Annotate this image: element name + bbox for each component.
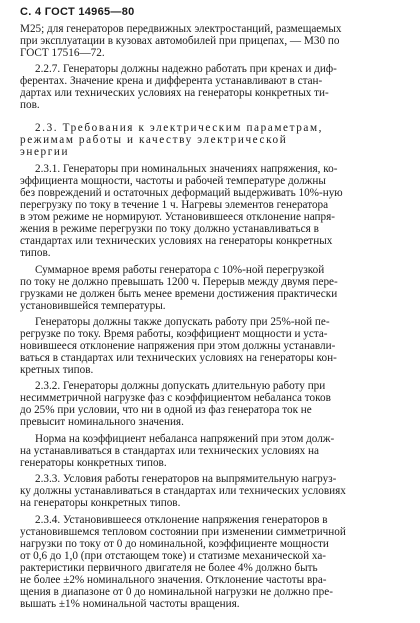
text-line: ваться в стандартах или технических условиях на генераторы кон- (20, 352, 337, 364)
text-line: 2.3.4. Установившееся отклонение напряжения генераторов в (35, 514, 328, 526)
section-heading: 2.3. Требования к электрическим параметрам, (35, 122, 324, 134)
text-line: установившейся температуры. (20, 300, 166, 312)
text-line: рактеристики первичного двигателя не более 4% должно быть (20, 562, 318, 574)
section-heading: энергии (20, 146, 70, 158)
text-line: 2.3.3. Условия работы генераторов на выпрямительную нагруз- (35, 473, 337, 485)
text-line: пов. (20, 99, 40, 111)
text-line: типов. (20, 247, 51, 259)
text-line: кретных типов. (20, 364, 94, 376)
text-line: ферентах. Значение крена и дифферента устанавливают в стан- (20, 75, 323, 87)
text-line: 2.3.1. Генераторы при номинальных значениях напряжения, ко- (35, 163, 338, 175)
text-line: на генераторы конкретных типов. (20, 497, 181, 509)
text-line: новившееся отклонение напряжения при этом должны устанавли- (20, 340, 336, 352)
text-line: установившемся тепловом состоянии при изменении симметричной (20, 526, 346, 538)
text-line: эффициента мощности, частоты и рабочей температуре должны (20, 175, 326, 187)
text-line: на устанавливаться в стандартах или технических условиях на (20, 445, 319, 457)
text-line: жения в режиме перегрузки по току должно устанавливаться в (20, 223, 319, 235)
text-line: вышать ±1% номинальной частоты вращения. (20, 598, 240, 610)
text-line: при эксплуатации в кузовах автомобилей при прицепах, — М30 по (20, 35, 340, 47)
page-header: С. 4 ГОСТ 14965—80 (20, 6, 135, 18)
text-line: грузками не должен быть менее времени достижения практически (20, 288, 338, 300)
text-line: 2.2.7. Генераторы должны надежно работать при кренах и диф- (35, 63, 337, 75)
text-line: превысит номинального значения. (20, 416, 184, 428)
text-line: нагрузки по току от 0 до номинальной, коэффициенте мощности (20, 538, 329, 550)
text-line: дартах или технических условиях на генераторы конкретных ти- (20, 87, 329, 99)
text-line: в этом режиме не нормируют. Установившееся отклонение напря- (20, 211, 336, 223)
text-line: без повреждений и остаточных деформаций выдерживать 10%-ную (20, 187, 343, 199)
text-line: несимметричной нагрузке фаз с коэффициентом небаланса токов (20, 392, 331, 404)
text-line: перегрузку по току в течение 1 ч. Нагревы элементов генератора (20, 199, 329, 211)
text-line: от 0,6 до 1,0 (при отстающем токе) и статизме механической ха- (20, 550, 327, 562)
text-line: 2.3.2. Генераторы должны допускать длительную работу при (35, 380, 326, 392)
text-line: регрузке по току. Время работы, коэффициент мощности и уста- (20, 328, 328, 340)
text-line: ку должны устанавливаться в стандартах или технических условиях (20, 485, 346, 497)
text-line: ГОСТ 17516—72. (20, 47, 105, 59)
text-line: генераторы конкретных типов. (20, 457, 167, 469)
text-line: не более ±2% номинального значения. Отклонение частоты вра- (20, 574, 327, 586)
text-line: по току не должно превышать 1200 ч. Перерыв между двумя пере- (20, 276, 338, 288)
text-line: Суммарное время работы генератора с 10%-ной перегрузкой (35, 264, 325, 276)
section-heading: режимам работы и качеству электрической (20, 134, 288, 146)
text-line: стандартах или технических условиях на генераторы конкретных (20, 235, 333, 247)
text-line: щения в диапазоне от 0 до номинальной нагрузки не должно пре- (20, 586, 333, 598)
text-line: М25; для генераторов передвижных электростанций, размещаемых (20, 23, 342, 35)
text-line: Генераторы должны также допускать работу при 25%-ной пе- (35, 316, 330, 328)
text-line: до 25% при условии, что ни в одной из фаз генератора ток не (20, 404, 312, 416)
text-line: Норма на коэффициент небаланса напряжений при этом долж- (35, 433, 335, 445)
